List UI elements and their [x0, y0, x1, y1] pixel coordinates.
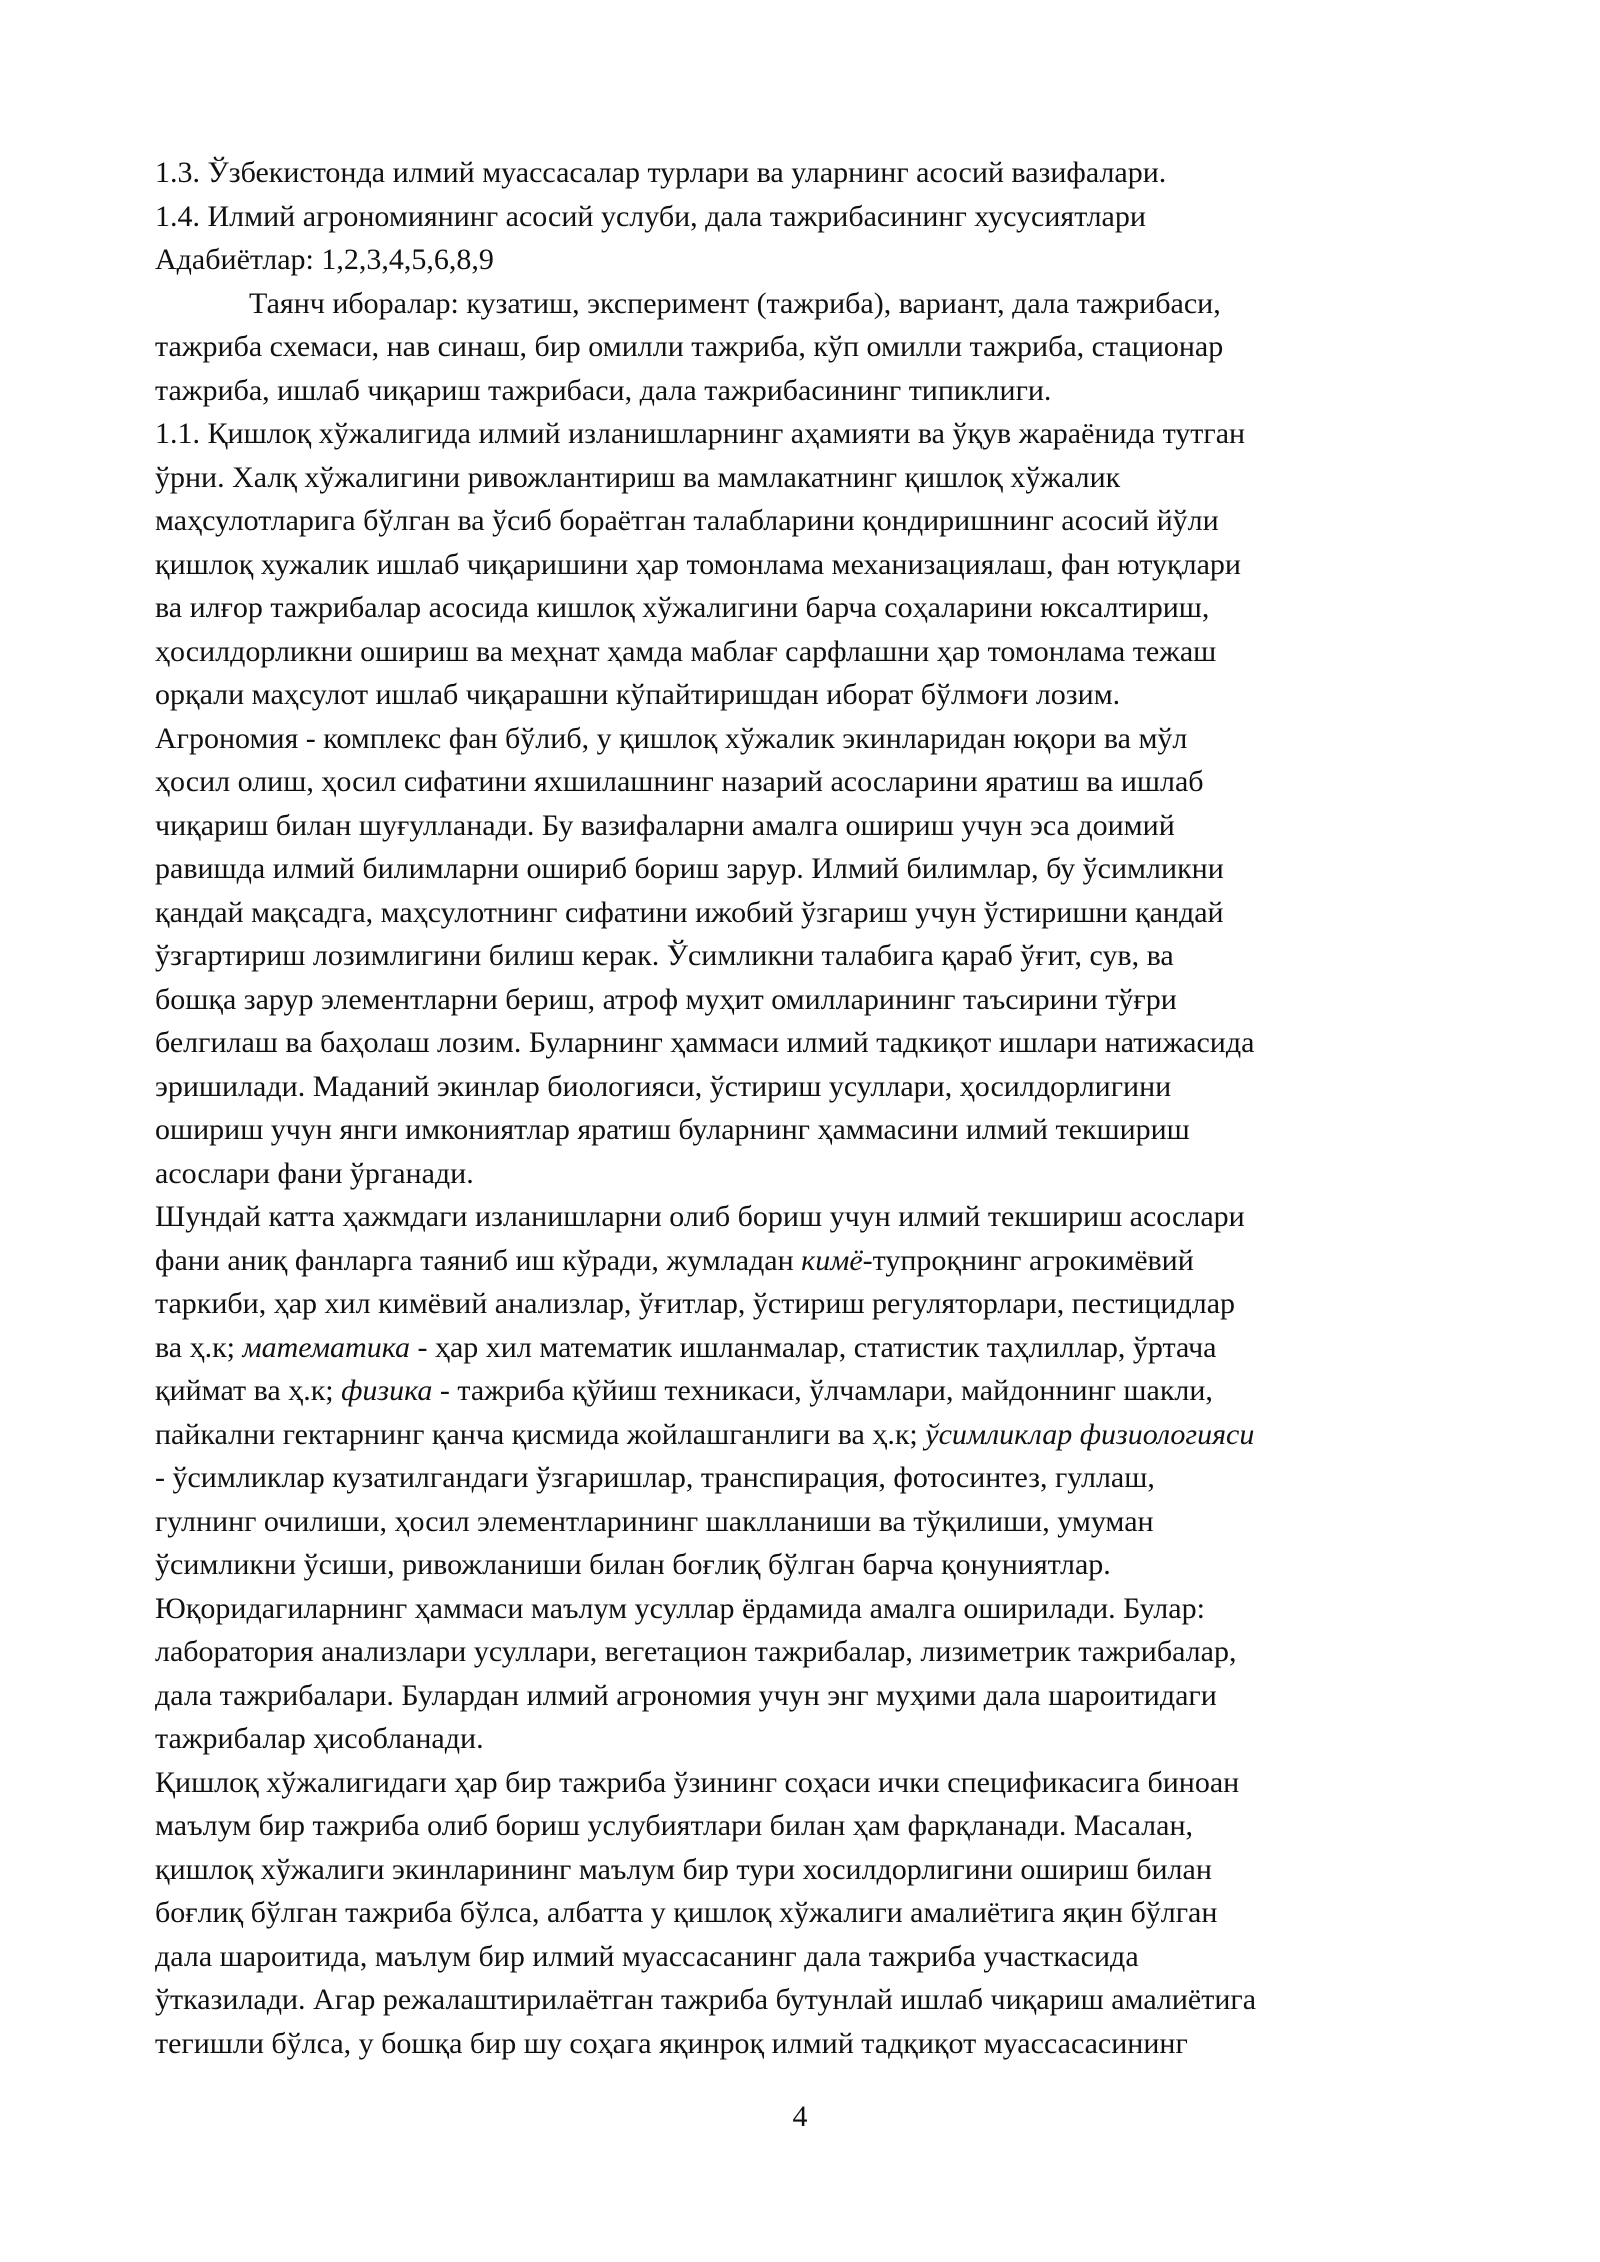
text-line: дала шароитида, маълум бир илмий муассасанинг дала тажриба участкасида [155, 1939, 1139, 1973]
text-line: Шундай катта ҳажмдаги изланишларни олиб бориш учун илмий текшириш асослари [155, 1200, 1245, 1233]
text-line: - ўсимликлар кузатилгандаги ўзгаришлар, транспирация, фотосинтез, гуллаш, [155, 1461, 1155, 1494]
italic-term: физика [341, 1374, 433, 1407]
text-line: лаборатория анализлари усуллари, вегетацион тажрибалар, лизиметрик тажрибалар, [155, 1635, 1237, 1668]
text-line: ва илғор тажрибалар асосида кишлоқ хўжалигини барча соҳаларини юксалтириш, [155, 591, 1210, 624]
text-line: гулнинг очилиши, ҳосил элементларининг шаклланиши ва тўқилиши, умуман [155, 1504, 1154, 1538]
italic-term: математика [242, 1330, 410, 1364]
text-line: қишлоқ хужалик ишлаб чиқаришини ҳар томонлама механизациялаш, фан ютуқлари [155, 547, 1241, 581]
text-segment: қиймат ва ҳ.к; [155, 1374, 342, 1407]
text-line: маҳсулотларига бўлган ва ўсиб бораётган талабларини қондиришнинг асосий йўли [155, 504, 1219, 537]
text-segment: ва ҳ.к; [155, 1330, 243, 1364]
text-line: белгилаш ва баҳолаш лозим. Буларнинг ҳаммаси илмий тадкиқот ишлари натижасида [155, 1026, 1255, 1059]
text-line: ошириш учун янги имкониятлар яратиш буларнинг ҳаммасини илмий текшириш [155, 1113, 1190, 1146]
text-line: асослари фани ўрганади. [155, 1156, 474, 1190]
document-body [155, 151, 1545, 2065]
text-line: чиқариш билан шуғулланади. Бу вазифаларни амалга ошириш учун эса доимий [155, 808, 1175, 842]
text-line: эришилади. Маданий экинлар биологияси, ўстириш усуллари, ҳосилдорлигини [155, 1069, 1172, 1103]
text-line: тажрибалар ҳисобланади. [155, 1722, 484, 1755]
text-line: дала тажрибалари. Булардан илмий агрономия учун энг муҳими дала шароитидаги [155, 1678, 1217, 1712]
italic-term: кимё [801, 1243, 863, 1277]
text-line [155, 1369, 1545, 1413]
text-line: ўтказилади. Агар режалаштирилаётган тажриба бутунлай ишлаб чиқариш амалиётига [155, 1983, 1257, 2016]
text-line: ўсимликни ўсиши, ривожланиши билан боғлиқ бўлган барча қонуниятлар. [155, 1548, 1111, 1581]
text-line: 1.3. Ўзбекистонда илмий муассасалар турлари ва уларнинг асосий вазифалари. [155, 156, 1167, 189]
text-line [155, 1239, 1545, 1283]
text-line: 1.4. Илмий агрономиянинг асосий услуби, дала тажрибасининг хусусиятлари [155, 199, 1146, 233]
text-line: қандай мақсадга, маҳсулотнинг сифатини ижобий ўзгариш учун ўстиришни қандай [155, 895, 1224, 929]
text-segment: -тупроқнинг агрокимёвий [862, 1243, 1194, 1277]
text-line: ўрни. Халқ хўжалигини ривожлантириш ва мамлакатнинг қишлоқ хўжалик [155, 460, 1121, 494]
text-line: 1.1. Қишлоқ хўжалигида илмий изланишларнинг аҳамияти ва ўқув жараёнида тутган [155, 417, 1246, 450]
text-segment: - тажриба қўйиш техникаси, ўлчамлари, майдоннинг шакли, [432, 1374, 1213, 1407]
text-line [155, 1326, 1545, 1370]
text-line [155, 1413, 1545, 1457]
text-line: орқали маҳсулот ишлаб чиқарашни кўпайтиришдан иборат бўлмоғи лозим. [155, 678, 1121, 711]
text-line: тажриба схемаси, нав синаш, бир омилли тажриба, кўп омилли тажриба, стационар [155, 330, 1224, 363]
text-line: ўзгартириш лозимлигини билиш керак. Ўсимликни талабига қараб ўғит, сув, ва [155, 939, 1174, 972]
text-line: боғлиқ бўлган тажриба бўлса, албатта у қишлоқ хўжалиги амалиётига яқин бўлган [155, 1896, 1218, 1929]
text-line: бошқа зарур элементларни бериш, атроф муҳит омилларининг таъсирини тўғри [155, 982, 1177, 1016]
text-line: ҳосил олиш, ҳосил сифатини яхшилашнинг назарий асосларини яратиш ва ишлаб [155, 765, 1204, 798]
text-line: ҳосилдорликни ошириш ва меҳнат ҳамда маблағ сарфлашни ҳар томонлама тежаш [155, 634, 1217, 668]
text-line: қишлоқ хўжалиги экинларининг маълум бир тури хосилдорлигини ошириш билан [155, 1852, 1212, 1886]
text-line: Адабиётлар: 1,2,3,4,5,6,8,9 [155, 243, 494, 276]
text-line: равишда илмий билимларни ошириб бориш зарур. Илмий билимлар, бу ўсимликни [155, 852, 1224, 885]
text-line: Юқоридагиларнинг ҳаммаси маълум усуллар ёрдамида амалга оширилади. Булар: [155, 1591, 1205, 1625]
text-segment: пайкални гектарнинг қанча қисмида жойлашганлиги ва ҳ.к; [155, 1417, 926, 1451]
page-number: 4 [792, 2100, 808, 2133]
italic-term: ўсимликлар физиологияси [925, 1417, 1255, 1451]
text-line: Қишлоқ хўжалигидаги ҳар бир тажриба ўзининг соҳаси ички спецификасига биноан [155, 1765, 1240, 1799]
text-line: маълум бир тажриба олиб бориш услубиятлари билан ҳам фарқланади. Масалан, [155, 1809, 1194, 1842]
text-line: тажриба, ишлаб чиқариш тажрибаси, дала тажрибасининг типиклиги. [155, 373, 1052, 407]
text-segment: фани аниқ фанларга таяниб иш кўради, жумладан [155, 1243, 802, 1277]
text-line: Агрономия - комплекс фан бўлиб, у қишлоқ хўжалик экинларидан юқори ва мўл [155, 721, 1188, 755]
text-segment: - ҳар хил математик ишланмалар, статистик таҳлиллар, ўртача [409, 1330, 1217, 1364]
text-line: таркиби, ҳар хил кимёвий анализлар, ўғитлар, ўстириш регуляторлари, пестицидлар [155, 1287, 1236, 1320]
text-line: Таянч иборалар: кузатиш, эксперимент (тажриба), вариант, дала тажрибаси, [249, 286, 1221, 320]
text-line: тегишли бўлса, у бошқа бир шу соҳага яқинроқ илмий тадқиқот муассасасининг [155, 2026, 1188, 2060]
